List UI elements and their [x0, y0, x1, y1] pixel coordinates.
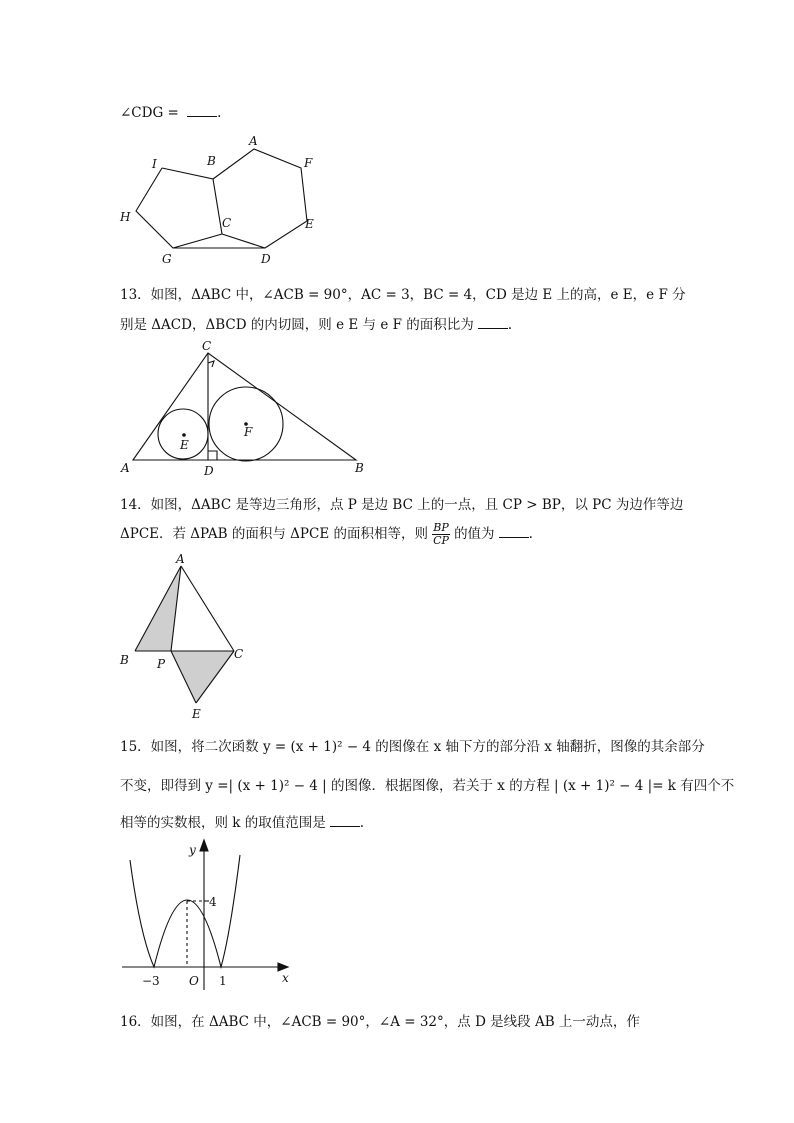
q16-text-1: 16．如图，在 ΔABC 中，∠ACB = 90°，∠A = 32°，点 D 是线段 AB 上一动点，作 — [120, 1014, 640, 1030]
label-4: 4 — [209, 895, 217, 909]
answer-blank — [330, 816, 360, 827]
fraction-denominator: CP — [433, 534, 449, 547]
label-C: C — [222, 216, 232, 230]
label-G: G — [162, 252, 172, 266]
label-A: A — [176, 552, 185, 566]
label-D: D — [204, 464, 214, 478]
q15-line2 — [120, 774, 734, 794]
label-1: 1 — [219, 974, 227, 988]
figure-15 — [118, 840, 298, 990]
answer-blank — [187, 106, 217, 117]
q14-text-2b: 的值为 — [454, 526, 495, 542]
q13-line1 — [120, 283, 686, 303]
label-H: H — [120, 210, 131, 224]
q15-text-3: 相等的实数根，则 k 的取值范围是 — [120, 815, 326, 831]
answer-blank — [499, 527, 529, 538]
fraction-bp-cp — [432, 522, 450, 547]
label-P: P — [157, 657, 166, 671]
label-B: B — [355, 461, 364, 475]
y-axis-arrow — [200, 840, 208, 851]
q12-answer-line — [120, 105, 221, 121]
label-C: C — [202, 339, 212, 353]
q15-line1 — [120, 735, 705, 755]
label-F: F — [244, 425, 253, 439]
q13-text-1: 13．如图，ΔABC 中，∠ACB = 90°，AC = 3，BC = 4，CD 是边 E 上的高，e E，e F 分 — [120, 287, 686, 303]
label-E: E — [305, 217, 314, 231]
label-E: E — [180, 438, 189, 452]
q12-text: ∠CDG = — [120, 105, 184, 121]
figure-12 — [110, 130, 330, 270]
answer-blank — [478, 318, 508, 329]
q14-line2 — [120, 522, 533, 547]
q13-end: . — [507, 317, 513, 333]
x-axis-arrow — [278, 963, 288, 971]
label-C: C — [234, 647, 244, 661]
q16-line1 — [120, 1010, 640, 1030]
label-y: y — [189, 843, 196, 857]
label-neg3: −3 — [142, 974, 160, 988]
label-I: I — [152, 157, 157, 171]
label-B: B — [207, 154, 216, 168]
q13-text-2: 别是 ΔACD，ΔBCD 的内切圆，则 e E 与 e F 的面积比为 — [120, 317, 474, 333]
q14-text-2a: ΔPCE．若 ΔPAB 的面积与 ΔPCE 的面积相等，则 — [120, 526, 428, 542]
fraction-numerator: BP — [433, 521, 449, 534]
q13-line2 — [120, 313, 512, 333]
q14-line1 — [120, 493, 683, 513]
label-F: F — [304, 156, 313, 170]
q12-end: . — [217, 105, 222, 121]
q15-text-2: 不变，即得到 y =| (x + 1)² − 4 | 的图像．根据图像，若关于 x 的方程 | (x + 1)² − 4 |= k 有四个不 — [120, 778, 735, 794]
q15-line3 — [120, 811, 364, 831]
q14-text-1: 14．如图，ΔABC 是等边三角形，点 P 是边 BC 上的一点，且 CP > BP，以 PC 为边作等边 — [120, 497, 684, 513]
function-curve — [130, 855, 240, 967]
label-A: A — [121, 461, 130, 475]
label-D: D — [261, 252, 271, 266]
q14-end: . — [528, 526, 533, 542]
label-x: x — [282, 971, 289, 985]
label-A: A — [249, 134, 258, 148]
label-O: O — [189, 974, 199, 988]
figure-13 — [118, 338, 378, 478]
figure-14 — [115, 550, 255, 720]
label-B: B — [120, 653, 129, 667]
q15-end: . — [359, 815, 365, 831]
label-E: E — [192, 707, 201, 721]
q15-text-1: 15．如图，将二次函数 y = (x + 1)² − 4 的图像在 x 轴下方的部分沿 x 轴翻折，图像的其余部分 — [120, 739, 705, 755]
